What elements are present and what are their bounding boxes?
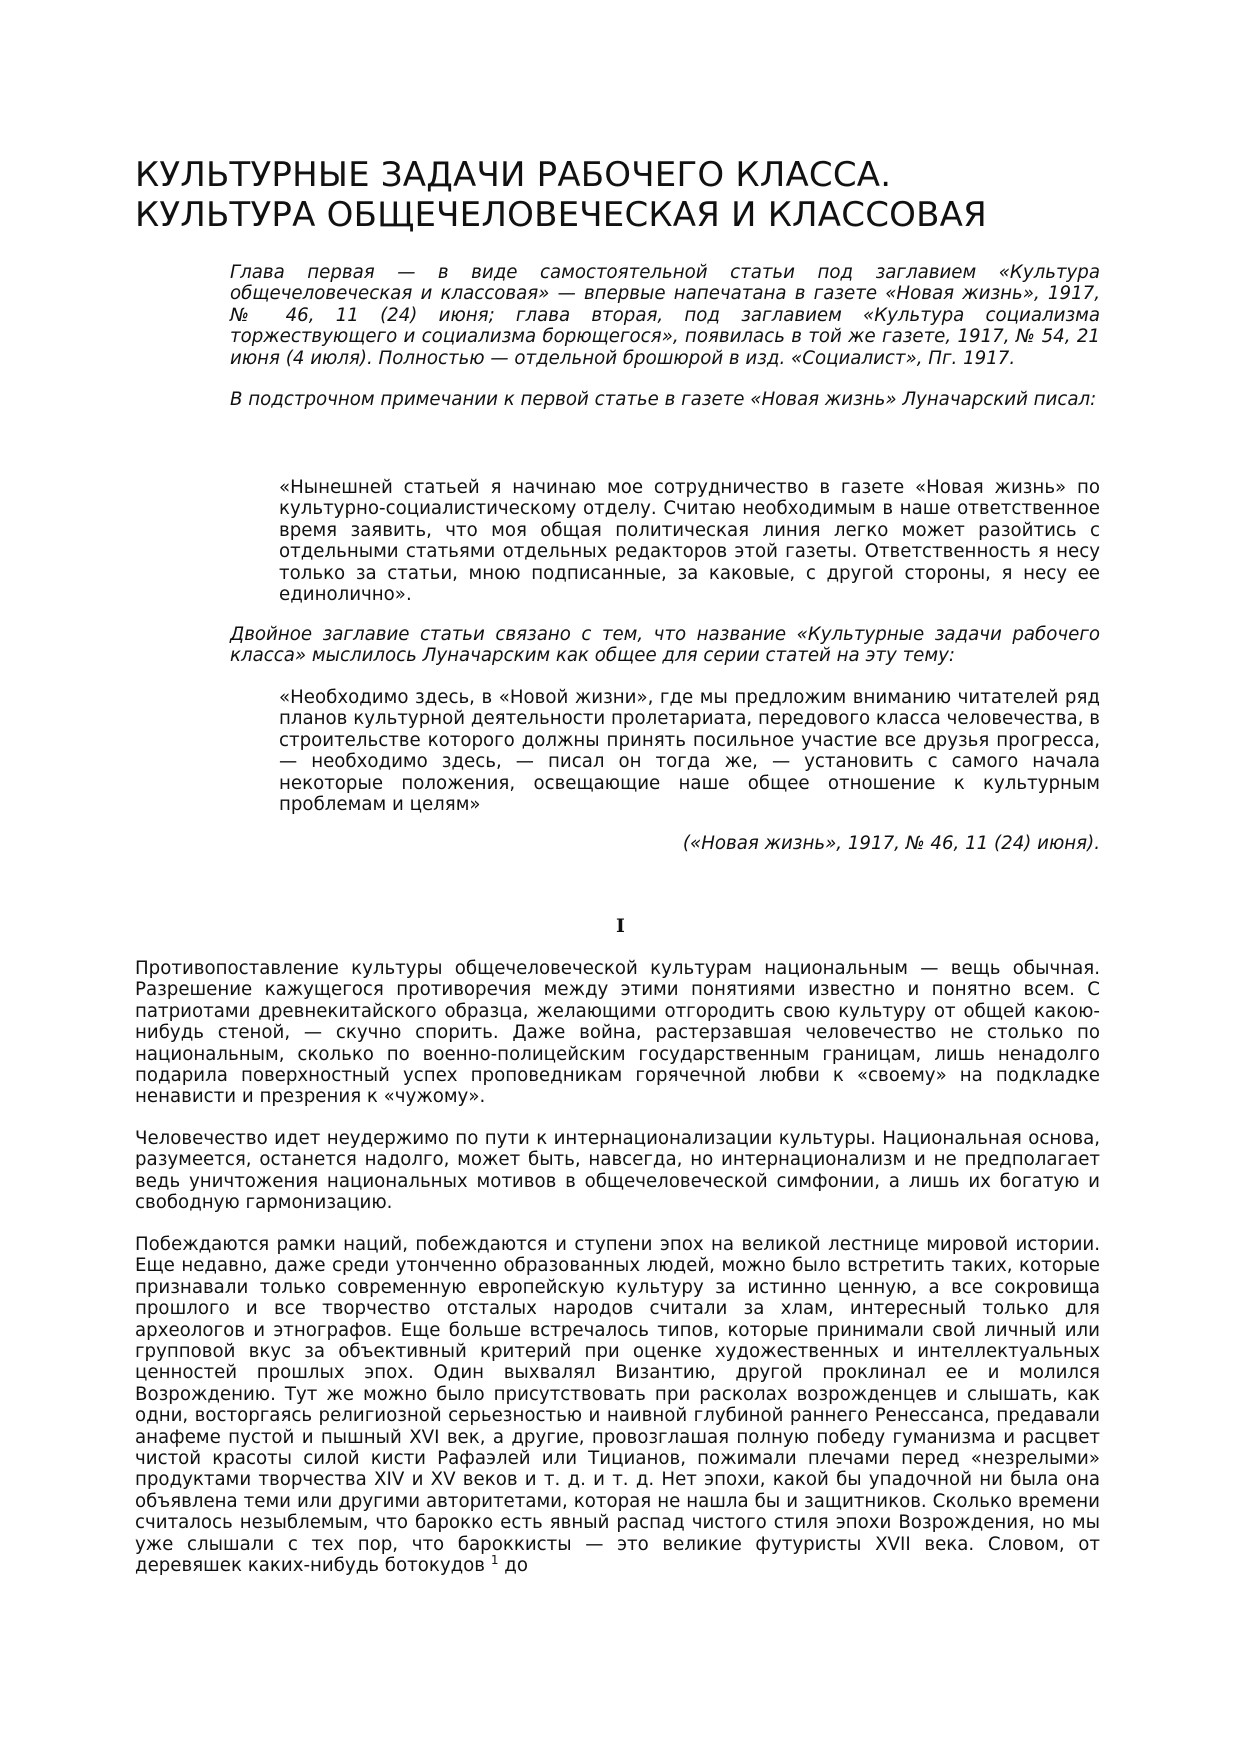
footnote-marker[interactable]: 1	[490, 1553, 499, 1568]
editorial-paragraph-1: Глава первая — в виде самостоятельной статьи под заглавием «Культура общечеловеческая и классовая» — впервые напечатана в газете «Новая жизнь», 1917, № 46, 11 (24) июня; глава вторая, под заглавием «Культура социализма торжествующего и социализма борющегося», появилась в той же газете, 1917, № 54, 21 июня (4 июля). Полностью — отдельной брошюрой в изд. «Социалист», Пг. 1917.	[230, 262, 1100, 369]
page-title	[135, 155, 1135, 235]
editorial-paragraph-3: Двойное заглавие статьи связано с тем, что название «Культурные задачи рабочего класса» мыслилось Луначарским как общее для серии статей на эту тему:	[230, 624, 1100, 667]
body-paragraph-2: Человечество идет неудержимо по пути к интернационализации культуры. Национальная основа, разумеется, останется надолго, может быть, навсегда, но интернационализм и не предполагает ведь уничтожения национальных мотивов в общечеловеческой симфонии, а лишь их богатую и свободную гармонизацию.	[135, 1128, 1100, 1214]
title-line-2: КУЛЬТУРА ОБЩЕЧЕЛОВЕЧЕСКАЯ И КЛАССОВАЯ	[135, 195, 987, 235]
editorial-note	[230, 262, 1100, 430]
body-paragraph-3	[135, 1234, 1100, 1577]
title-line-1: КУЛЬТУРНЫЕ ЗАДАЧИ РАБОЧЕГО КЛАССА.	[135, 155, 892, 195]
quote-source: («Новая жизнь», 1917, № 46, 11 (24) июня).	[682, 833, 1100, 854]
editorial-paragraph-2: В подстрочном примечании к первой статье в газете «Новая жизнь» Луначарский писал:	[230, 389, 1097, 411]
body-paragraph-1: Противопоставление культуры общечеловеческой культурам национальным — вещь обычная. Разрешение кажущегося противоречия между этими понятиями известно и понятно всем. С патриотами древнекитайского образца, желающими отгородить свою культуру от общей какою-нибудь стеной, — скучно спорить. Даже война, растерзавшая человечество не столько по национальным, сколько по военно-полицейским государственным границам, лишь ненадолго подарила поверхностный успех проповедникам горячечной любви к «своему» на подкладке ненависти и презрения к «чужому».	[135, 958, 1100, 1108]
body-paragraph-3-end: до	[504, 1555, 528, 1577]
block-quote-2: «Необходимо здесь, в «Новой жизни», где мы предложим вниманию читателей ряд планов культурной деятельности пролетариата, передового класса человечества, в строительстве которого должны принять посильное участие все друзья прогресса, — необходимо здесь, — писал он тогда же, — установить с самого начала некоторые положения, освещающие наше общее отношение к культурным проблемам и целям»	[279, 687, 1100, 816]
body-paragraph-3-text: Побеждаются рамки наций, побеждаются и ступени эпох на великой лестнице мировой истории. Еще недавно, даже среди утонченно образованных людей, можно было встретить таких, которые признавали только современную европейскую культуру за истинно ценную, а все сокровища прошлого и все творчество отсталых народов считали за хлам, интересный только для археологов и этнографов. Еще больше встречалось типов, которые принимали свой личный или групповой вкус за объективный критерий при оценке художественных и интеллектуальных ценностей прошлых эпох. Один выхвалял Византию, другой проклинал ее и молился Возрождению. Тут же можно было присутствовать при расколах возрожденцев и слышать, как одни, восторгаясь религиозной серьезностью и наивной глубиной раннего Ренессанса, предавали анафеме пустой и пышный XVI век, а другие, провозглашая полную победу гуманизма и расцвет чистой красоты силой кисти Рафаэлей или Тицианов, пожимали плечами перед «незрелыми» продуктами творчества XIV и XV веков и т. д. и т. д. Нет эпохи, какой бы упадочной ни была она объявлена теми или другими авторитетами, которая не нашла бы и защитников. Сколько времени считалось незыблемым, что барокко есть явный распад чистого стиля эпохи Возрождения, но мы уже слышали с тех пор, что бароккисты — это великие футуристы XVII века. Словом, от деревяшек каких-нибудь ботокудов	[135, 1234, 1100, 1577]
section-number: I	[616, 915, 625, 937]
block-quote-1: «Нынешней статьей я начинаю мое сотрудничество в газете «Новая жизнь» по культурно-социалистическому отделу. Считаю необходимым в наше ответственное время заявить, что моя общая политическая линия легко может разойтись с отдельными статьями отдельных редакторов этой газеты. Ответственность я несу только за статьи, мною подписанные, за каковые, с другой стороны, я несу ее единолично».	[279, 477, 1100, 606]
